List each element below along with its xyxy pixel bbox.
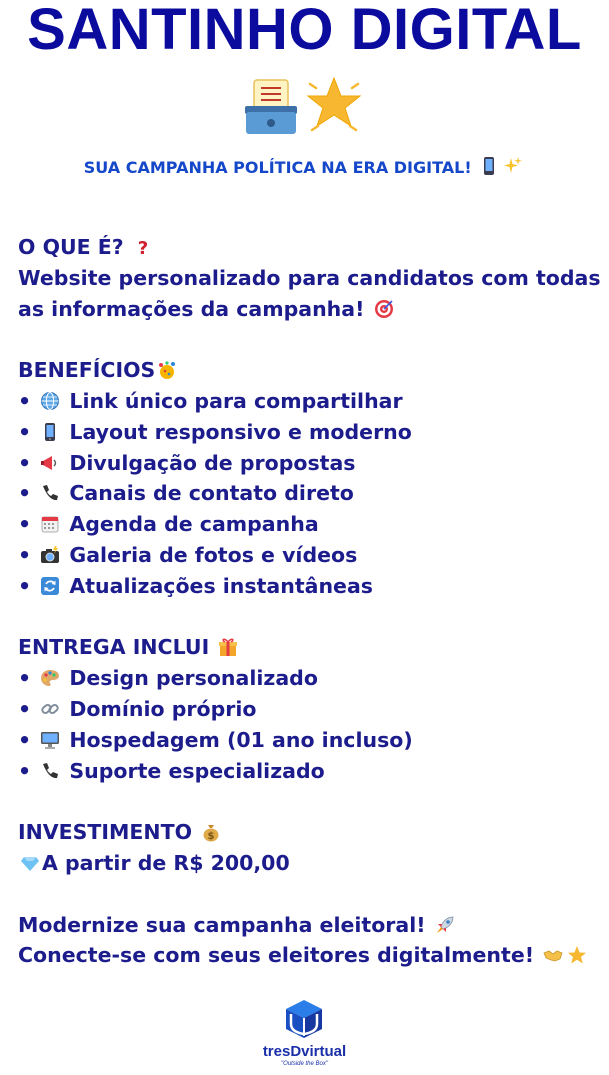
what-line-2-text: as informações da campanha! (18, 296, 365, 321)
money-bag-icon (201, 822, 221, 842)
what-heading-text: O QUE É? (18, 235, 124, 259)
investment-price-text: A partir de R$ 200,00 (42, 850, 290, 875)
benefits-item-text: Atualizações instantâneas (69, 573, 373, 598)
delivery-item (18, 756, 603, 787)
what-line-2 (18, 294, 603, 325)
bullet: • (18, 481, 32, 506)
bullet: • (18, 573, 32, 598)
benefits-item (18, 386, 603, 417)
gift-icon (218, 637, 238, 657)
benefits-item (18, 540, 603, 571)
gem-icon (20, 853, 40, 873)
svg-text:$: $ (207, 831, 215, 843)
bullet: • (18, 727, 32, 752)
benefits-item (18, 478, 603, 509)
target-icon (374, 299, 394, 319)
benefits-item-text: Canais de contato direto (69, 481, 354, 506)
delivery-list (18, 663, 603, 786)
benefits-heading-text: BENEFÍCIOS (18, 358, 156, 383)
benefits-list (18, 386, 603, 602)
star-icon (308, 78, 360, 130)
question-mark-icon (133, 237, 153, 257)
palette-icon (40, 668, 60, 688)
camera-flash-icon (40, 545, 60, 565)
benefits-item-text: Layout responsivo e moderno (69, 419, 412, 444)
svg-text:?: ? (137, 238, 149, 257)
benefits-item (18, 509, 603, 540)
cta-line-2-text: Conecte-se com seus eleitores digitalmente! (18, 943, 535, 968)
benefits-item (18, 448, 603, 479)
bullet: • (18, 450, 32, 475)
calendar-icon (40, 514, 60, 534)
what-heading (18, 232, 603, 263)
bullet: • (18, 758, 32, 783)
what-line-1: Website personalizado para candidatos com todas (18, 265, 601, 290)
delivery-item-text: Design personalizado (69, 666, 318, 691)
logo-name: tresDvirtual (262, 1043, 347, 1060)
delivery-item-text: Suporte especializado (69, 758, 325, 783)
benefits-item-text: Galeria de fotos e vídeos (69, 542, 358, 567)
delivery-item (18, 725, 603, 756)
sparkles-icon (503, 156, 523, 176)
logo-tagline: "Outside the Box" (281, 1061, 328, 1067)
megaphone-icon (40, 453, 60, 473)
bullet: • (18, 419, 32, 444)
page-title: SANTINHO DIGITAL (27, 0, 582, 62)
delivery-heading-text: ENTREGA INCLUI (18, 635, 210, 660)
bullet: • (18, 666, 32, 691)
confetti-ball-icon (157, 360, 177, 380)
telephone-icon (40, 483, 60, 503)
subtitle-text: SUA CAMPANHA POLÍTICA NA ERA DIGITAL! (83, 158, 472, 177)
ballot-box-icon (245, 80, 297, 134)
refresh-icon (40, 576, 60, 596)
delivery-item (18, 663, 603, 694)
investment-price (18, 848, 603, 879)
rocket-icon (435, 915, 455, 935)
glowing-star-icon (567, 945, 587, 965)
delivery-heading (18, 632, 603, 663)
benefits-item-text: Divulgação de propostas (69, 450, 356, 475)
hero-icons (0, 74, 609, 138)
benefits-item (18, 571, 603, 602)
delivery-item (18, 694, 603, 725)
link-icon (40, 699, 60, 719)
cta-line-2 (18, 940, 603, 971)
bullet: • (18, 542, 32, 567)
globe-icon (40, 391, 60, 411)
main-content (18, 232, 603, 971)
subtitle (0, 156, 609, 177)
mobile-phone-icon (40, 422, 60, 442)
benefits-heading (18, 355, 603, 386)
benefits-item-text: Link único para compartilhar (69, 388, 403, 413)
bullet: • (18, 388, 32, 413)
investment-heading-text: INVESTIMENTO (18, 820, 192, 845)
benefits-item (18, 417, 603, 448)
bullet: • (18, 696, 32, 721)
computer-icon (40, 730, 60, 750)
benefits-item-text: Agenda de campanha (69, 512, 319, 537)
cta-line-1 (18, 910, 603, 941)
investment-heading (18, 817, 603, 848)
cta-line-1-text: Modernize sua campanha eleitoral! (18, 912, 426, 937)
delivery-item-text: Domínio próprio (69, 696, 257, 721)
delivery-item-text: Hospedagem (01 ano incluso) (69, 727, 413, 752)
bullet: • (18, 512, 32, 537)
telephone-icon (40, 761, 60, 781)
mobile-phone-icon (479, 156, 499, 176)
handshake-icon (543, 945, 563, 965)
